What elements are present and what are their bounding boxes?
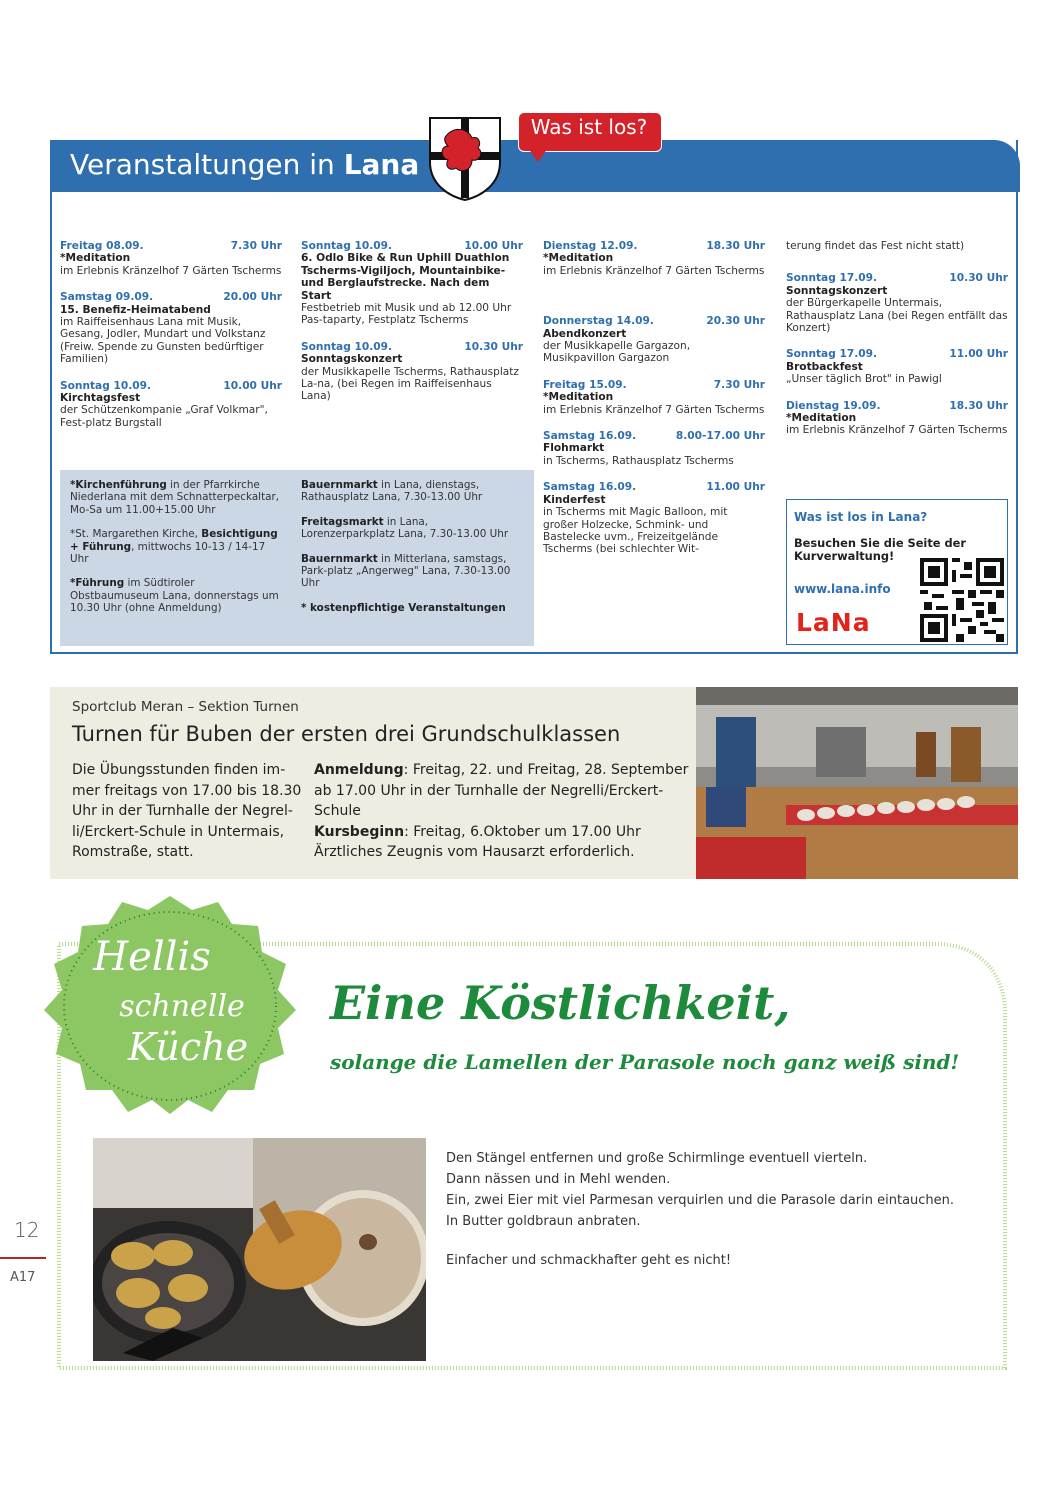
event-time: 8.00-17.00 Uhr xyxy=(675,430,765,443)
event-title: Flohmarkt xyxy=(543,442,605,455)
event-desc: im Erlebnis Kränzelhof 7 Gärten Tscherms xyxy=(543,403,765,416)
speech-bubble-text: Was ist los? xyxy=(530,115,648,139)
badge-line-3: Küche xyxy=(127,1025,249,1069)
notice-paragraph xyxy=(70,528,282,565)
event-title: Brotbackfest xyxy=(786,360,863,373)
event-item xyxy=(786,272,1008,334)
event-title: Sonntagskonzert xyxy=(786,284,888,297)
anmeldung-text: : Freitag, 22. und Freitag, 28. September ab 17.00 Uhr in der Turnhalle der Negrelli/Erckert-Schule xyxy=(314,762,689,820)
event-date: Samstag 16.09. xyxy=(543,481,637,494)
event-title: *Meditation xyxy=(543,252,614,265)
event-date: Sonntag 17.09. xyxy=(786,348,878,361)
recipe-subtitle: solange die Lamellen der Parasole noch ganz weiß sind! xyxy=(330,1050,960,1074)
info-text: Besuchen Sie die Seite der Kurverwaltung! xyxy=(794,536,966,563)
event-desc: Festbetrieb mit Musik und ab 12.00 Uhr Pas-taparty, Festplatz Tscherms xyxy=(301,302,512,327)
notice-paragraph xyxy=(301,602,524,614)
event-item xyxy=(543,379,765,416)
event-time: 7.30 Uhr xyxy=(713,378,765,391)
sport-text-column-1: Die Übungsstunden finden im-mer freitags von 17.00 bis 18.30 Uhr in der Turnhalle der Negrel-li/Erckert-Schule in Untermais, Romstraße, statt. xyxy=(72,762,302,861)
event-time: 18.30 Uhr xyxy=(706,240,765,252)
event-time: 18.30 Uhr xyxy=(949,399,1008,412)
events-title-bold: Lana xyxy=(343,148,420,181)
event-time: 10.30 Uhr xyxy=(464,340,523,353)
recipe-step: Ein, zwei Eier mit viel Parmesan verquirlen und die Parasole darin eintauchen. xyxy=(446,1193,955,1208)
speech-bubble-tail xyxy=(528,148,548,162)
event-item xyxy=(301,341,523,403)
events-title xyxy=(70,148,419,181)
event-desc: der Musikkapelle Gargazon, Musikpavillon Gargazon xyxy=(543,340,691,365)
event-item xyxy=(60,291,282,365)
notice-bold: * kostenpflichtige Veranstaltungen xyxy=(301,601,506,614)
page-marker-rule xyxy=(0,1257,46,1259)
events-title-prefix: Veranstaltungen in xyxy=(70,148,335,181)
notice-paragraph xyxy=(70,577,282,614)
event-item xyxy=(543,240,765,277)
notice-paragraph xyxy=(301,516,524,541)
notice-text: im Südtiroler Obstbaumuseum Lana, donnerstags um 10.30 Uhr (ohne Anmeldung) xyxy=(70,577,279,615)
recipe-step: In Butter goldbraun anbraten. xyxy=(446,1214,641,1229)
page-code: A17 xyxy=(10,1270,36,1285)
kursbeginn-label: Kursbeginn xyxy=(314,823,405,840)
info-url-link[interactable]: www.lana.info xyxy=(794,582,891,596)
events-column-2 xyxy=(301,240,523,417)
event-time: 11.00 Uhr xyxy=(706,481,765,494)
event-desc: in Tscherms mit Magic Balloon, mit großer Holzecke, Schmink- und Bastelecke uvm., Freizeitgelände Tscherms (bei schlechter Wit- xyxy=(543,506,728,556)
event-title: Kinderfest xyxy=(543,493,606,506)
event-item xyxy=(60,240,282,277)
event-date: Freitag 08.09. xyxy=(60,240,144,252)
notice-text: in Mitterlana, samstags, Park-platz „Angerweg" Lana, 7.30-13.00 Uhr xyxy=(301,552,511,590)
notice-text: , mittwochs 10-13 / 14-17 Uhr xyxy=(70,540,266,566)
event-date: Sonntag 10.09. xyxy=(301,240,393,252)
anmeldung-label: Anmeldung xyxy=(314,762,404,778)
event-desc: im Raiffeisenhaus Lana mit Musik, Gesang, Jodler, Mundart und Volkstanz (Freiw. Spende zu Gunsten bedürftiger Familien) xyxy=(60,316,266,366)
event-date: Samstag 09.09. xyxy=(60,291,154,304)
event-item xyxy=(543,481,765,555)
event-date: Dienstag 12.09. xyxy=(543,240,638,252)
event-date: Sonntag 10.09. xyxy=(60,379,152,392)
event-time: 10.00 Uhr xyxy=(223,379,282,392)
notice-bold: Bauernmarkt xyxy=(301,479,378,491)
recipe-title: Eine Köstlichkeit, xyxy=(330,976,791,1030)
event-date: Samstag 16.09. xyxy=(543,430,637,443)
gymnasium-photo xyxy=(696,687,1018,879)
event-time: 11.00 Uhr xyxy=(949,348,1008,361)
event-desc: im Erlebnis Kränzelhof 7 Gärten Tscherms xyxy=(543,264,765,277)
event-desc: der Bürgerkapelle Untermais, Rathausplatz Lana (bei Regen entfällt das Konzert) xyxy=(786,297,1008,335)
notice-text: in der Pfarrkirche Niederlana mit dem Schnatterpeckaltar, Mo-Sa um 11.00+15.00 Uhr xyxy=(70,479,280,516)
event-date: Sonntag 17.09. xyxy=(786,272,878,285)
notice-bold: *Führung xyxy=(70,577,125,590)
sport-club-name: Sportclub Meran – Sektion Turnen xyxy=(72,699,299,715)
event-item xyxy=(786,400,1008,437)
event-item xyxy=(543,315,765,365)
hellis-badge xyxy=(42,892,298,1116)
sport-title: Turnen für Buben der ersten drei Grundschulklassen xyxy=(72,722,621,746)
recipe-closing: Einfacher und schmackhafter geht es nicht! xyxy=(446,1253,732,1268)
event-continuation: terung findet das Fest nicht statt) xyxy=(786,240,965,252)
event-desc: der Musikkapelle Tscherms, Rathausplatz La-na, (bei Regen im Raiffeisenhaus Lana) xyxy=(301,365,519,403)
event-desc: der Schützenkompanie „Graf Volkmar", Fest-platz Burgstall xyxy=(60,404,268,429)
info-title: Was ist los in Lana? xyxy=(794,510,928,524)
notice-bold: Besichtigung + Führung xyxy=(70,528,278,553)
events-column-3 xyxy=(543,240,765,570)
event-date: Donnerstag 14.09. xyxy=(543,315,654,328)
event-title: *Meditation xyxy=(60,252,131,265)
qr-code-icon[interactable] xyxy=(920,558,1004,642)
coat-of-arms-icon xyxy=(428,116,502,202)
event-time: 20.30 Uhr xyxy=(706,315,765,328)
event-title: Abendkonzert xyxy=(543,327,627,340)
event-item xyxy=(60,380,282,430)
recipe-instructions xyxy=(446,1148,986,1271)
lana-logo: LaNa xyxy=(796,608,871,637)
event-title: Kirchtagsfest xyxy=(60,392,141,405)
event-time: 10.00 Uhr xyxy=(464,240,523,252)
events-column-4 xyxy=(786,240,1008,451)
notice-paragraph xyxy=(301,553,524,590)
notice-bold: Bauernmarkt xyxy=(301,552,378,565)
recipe-step: Dann nässen und in Mehl wenden. xyxy=(446,1172,671,1187)
recipe-step: Den Stängel entfernen und große Schirmlinge eventuell vierteln. xyxy=(446,1151,868,1166)
event-desc: in Tscherms, Rathausplatz Tscherms xyxy=(543,454,734,467)
notice-bold: *Kirchenführung xyxy=(70,479,167,491)
event-date: Sonntag 10.09. xyxy=(301,340,393,353)
badge-line-2: schnelle xyxy=(119,989,245,1024)
events-column-1 xyxy=(60,240,282,443)
event-item xyxy=(301,240,523,327)
notice-bold: Freitagsmarkt xyxy=(301,515,384,528)
sport-text-column-2 xyxy=(314,760,694,863)
event-date: Freitag 15.09. xyxy=(543,378,627,391)
mushroom-pan-photo xyxy=(93,1138,426,1361)
notice-box-markets xyxy=(292,470,534,646)
event-item xyxy=(543,430,765,467)
notice-text: in Lana, Lorenzerparkplatz Lana, 7.30-13.00 Uhr xyxy=(301,515,509,541)
event-item xyxy=(786,348,1008,385)
event-desc: im Erlebnis Kränzelhof 7 Gärten Tscherms xyxy=(786,424,1008,437)
event-title: 6. Odlo Bike & Run Uphill Duathlon Tscherms-Vigiljoch, Mountainbike- und Berglaufstrecke. Nach dem Start xyxy=(301,252,510,302)
event-time: 20.00 Uhr xyxy=(223,291,282,304)
notice-box-churches xyxy=(60,470,292,646)
notice-text: *St. Margarethen Kirche, xyxy=(70,528,202,541)
event-date: Dienstag 19.09. xyxy=(786,399,881,412)
event-title: Sonntagskonzert xyxy=(301,353,403,366)
event-time: 7.30 Uhr xyxy=(230,240,282,252)
event-time: 10.30 Uhr xyxy=(949,272,1008,285)
notice-paragraph xyxy=(301,479,524,504)
page-number: 12 xyxy=(14,1218,40,1242)
badge-line-1: Hellis xyxy=(93,934,211,980)
event-title: *Meditation xyxy=(786,412,857,425)
event-desc: im Erlebnis Kränzelhof 7 Gärten Tscherms xyxy=(60,264,282,277)
zeugnis-text: Ärztliches Zeugnis vom Hausarzt erforderlich. xyxy=(314,844,635,861)
event-desc: „Unser täglich Brot" in Pawigl xyxy=(786,373,942,386)
kursbeginn-text: : Freitag, 6.Oktober um 17.00 Uhr xyxy=(404,823,641,840)
notice-paragraph xyxy=(70,479,282,516)
event-title: *Meditation xyxy=(543,391,614,404)
event-title: 15. Benefiz-Heimatabend xyxy=(60,303,211,316)
notice-text: in Lana, dienstags, Rathausplatz Lana, 7.30-13.00 Uhr xyxy=(301,479,483,504)
